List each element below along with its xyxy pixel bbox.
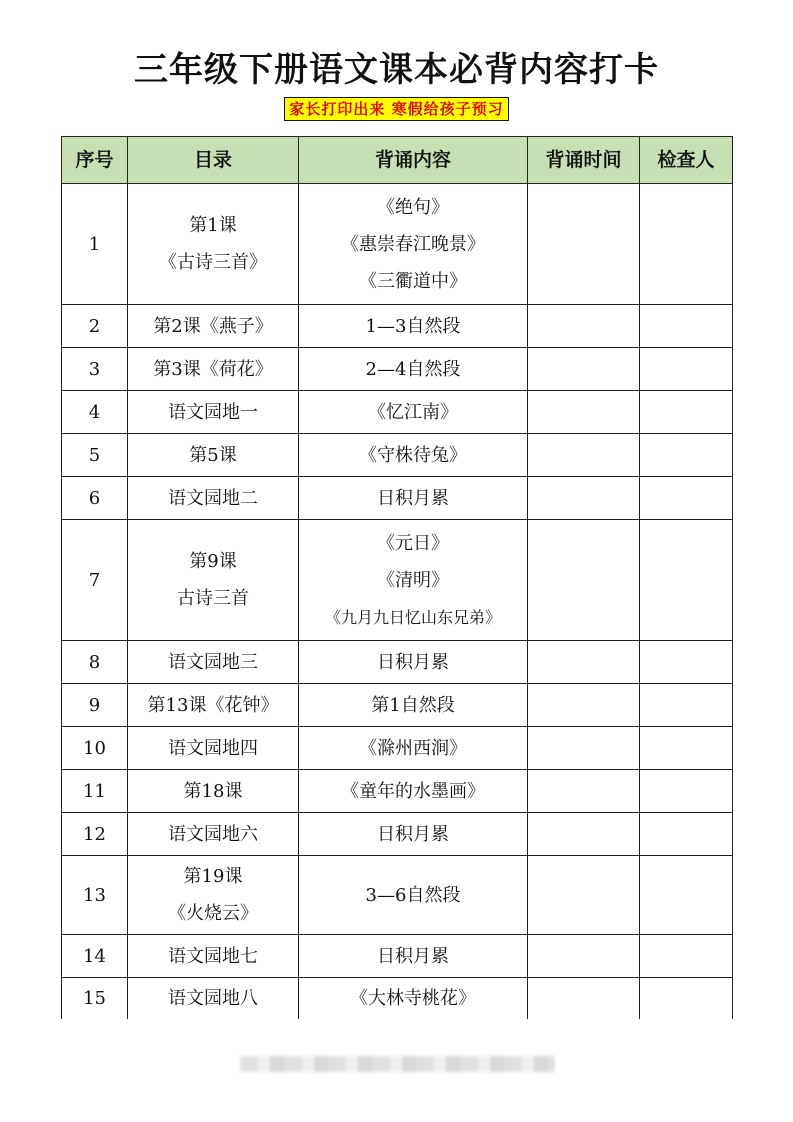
row-content	[299, 856, 528, 935]
row-time-cell[interactable]	[528, 641, 640, 684]
checkin-table	[61, 136, 733, 1019]
row-catalog	[128, 684, 299, 727]
row-no: 11	[62, 770, 128, 813]
content-line: 2—4自然段	[365, 358, 461, 380]
table-row	[62, 727, 733, 770]
table-row	[62, 641, 733, 684]
row-no: 15	[62, 978, 128, 1020]
row-no: 6	[62, 477, 128, 520]
row-no: 9	[62, 684, 128, 727]
row-content	[299, 477, 528, 520]
catalog-line: 第2课《燕子》	[153, 315, 273, 337]
catalog-line: 语文园地一	[168, 401, 258, 423]
header-catalog: 目录	[128, 137, 299, 184]
table-row	[62, 348, 733, 391]
header-no: 序号	[62, 137, 128, 184]
row-catalog	[128, 184, 299, 305]
row-checker-cell[interactable]	[640, 813, 733, 856]
notice-banner: 家长打印出来 寒假给孩子预习	[284, 97, 508, 121]
catalog-line: 第9课	[189, 551, 237, 572]
content-line: 《惠崇春江晚景》	[341, 233, 485, 255]
row-no: 2	[62, 305, 128, 348]
row-time-cell[interactable]	[528, 391, 640, 434]
table-row	[62, 434, 733, 477]
row-content	[299, 391, 528, 434]
row-no: 7	[62, 520, 128, 641]
row-time-cell[interactable]	[528, 184, 640, 305]
row-checker-cell[interactable]	[640, 434, 733, 477]
row-no: 13	[62, 856, 128, 935]
row-content	[299, 813, 528, 856]
table-row	[62, 305, 733, 348]
content-line: 《大林寺桃花》	[350, 988, 476, 1009]
content-line: 《童年的水墨画》	[341, 780, 485, 802]
row-checker-cell[interactable]	[640, 935, 733, 978]
catalog-line: 语文园地二	[168, 487, 258, 509]
row-no: 5	[62, 434, 128, 477]
table-row	[62, 856, 733, 935]
content-line: 日积月累	[377, 945, 449, 967]
catalog-line: 古诗三首	[177, 588, 249, 609]
row-content	[299, 684, 528, 727]
row-no: 1	[62, 184, 128, 305]
table-row	[62, 770, 733, 813]
row-no: 12	[62, 813, 128, 856]
row-time-cell[interactable]	[528, 727, 640, 770]
catalog-line: 第3课《荷花》	[153, 358, 273, 380]
content-line: 《三衢道中》	[359, 270, 467, 292]
row-catalog	[128, 305, 299, 348]
content-line: 《滁州西涧》	[359, 737, 467, 759]
row-catalog	[128, 641, 299, 684]
row-time-cell[interactable]	[528, 348, 640, 391]
table-body	[62, 184, 733, 1020]
row-checker-cell[interactable]	[640, 684, 733, 727]
row-content	[299, 727, 528, 770]
row-time-cell[interactable]	[528, 978, 640, 1020]
table-row	[62, 813, 733, 856]
row-content	[299, 184, 528, 305]
row-checker-cell[interactable]	[640, 978, 733, 1020]
row-content	[299, 520, 528, 641]
table-row	[62, 184, 733, 305]
row-content	[299, 641, 528, 684]
row-catalog	[128, 813, 299, 856]
row-content	[299, 770, 528, 813]
row-time-cell[interactable]	[528, 935, 640, 978]
content-line: 《元日》	[377, 532, 449, 554]
blurred-watermark	[240, 1056, 555, 1072]
catalog-line: 第13课《花钟》	[147, 694, 279, 716]
table-row	[62, 520, 733, 641]
row-time-cell[interactable]	[528, 856, 640, 935]
row-content	[299, 305, 528, 348]
page-title: 三年级下册语文课本必背内容打卡	[134, 50, 659, 90]
row-catalog	[128, 477, 299, 520]
table-row	[62, 978, 733, 1020]
catalog-line: 第5课	[189, 444, 237, 466]
row-no: 10	[62, 727, 128, 770]
table-row	[62, 935, 733, 978]
row-content	[299, 434, 528, 477]
content-line: 3—6自然段	[365, 884, 461, 906]
content-line: 《守株待兔》	[359, 444, 467, 466]
header-time: 背诵时间	[528, 137, 640, 184]
row-catalog	[128, 935, 299, 978]
row-checker-cell[interactable]	[640, 520, 733, 641]
content-line: 日积月累	[377, 651, 449, 673]
catalog-line: 《古诗三首》	[159, 252, 267, 273]
content-line: 日积月累	[377, 823, 449, 845]
row-catalog	[128, 770, 299, 813]
row-checker-cell[interactable]	[640, 727, 733, 770]
row-checker-cell[interactable]	[640, 305, 733, 348]
row-content	[299, 935, 528, 978]
header-checker: 检查人	[640, 137, 733, 184]
row-time-cell[interactable]	[528, 434, 640, 477]
content-line: 《忆江南》	[368, 401, 458, 423]
table-row	[62, 684, 733, 727]
content-line: 日积月累	[377, 487, 449, 509]
content-line: 1—3自然段	[365, 315, 461, 337]
row-content	[299, 978, 528, 1020]
row-no: 8	[62, 641, 128, 684]
row-no: 3	[62, 348, 128, 391]
banner-wrapper	[0, 97, 793, 121]
row-catalog	[128, 348, 299, 391]
header-content: 背诵内容	[299, 137, 528, 184]
row-no: 14	[62, 935, 128, 978]
catalog-line: 语文园地四	[168, 737, 258, 759]
row-catalog	[128, 391, 299, 434]
catalog-line: 语文园地七	[168, 945, 258, 967]
row-checker-cell[interactable]	[640, 641, 733, 684]
content-line: 《绝句》	[377, 196, 449, 218]
row-checker-cell[interactable]	[640, 770, 733, 813]
catalog-line: 语文园地六	[168, 823, 258, 845]
row-content	[299, 348, 528, 391]
catalog-line: 第18课	[183, 780, 243, 802]
content-line: 《九月九日忆山东兄弟》	[324, 607, 501, 627]
table-row	[62, 477, 733, 520]
row-time-cell[interactable]	[528, 305, 640, 348]
catalog-line: 语文园地三	[168, 651, 258, 673]
row-catalog	[128, 434, 299, 477]
row-time-cell[interactable]	[528, 520, 640, 641]
row-checker-cell[interactable]	[640, 477, 733, 520]
row-catalog	[128, 727, 299, 770]
row-checker-cell[interactable]	[640, 184, 733, 305]
catalog-line: 语文园地八	[168, 988, 258, 1009]
row-time-cell[interactable]	[528, 813, 640, 856]
table-row	[62, 391, 733, 434]
catalog-line: 《火烧云》	[168, 903, 258, 924]
row-catalog	[128, 856, 299, 935]
row-catalog	[128, 520, 299, 641]
row-checker-cell[interactable]	[640, 856, 733, 935]
row-no: 4	[62, 391, 128, 434]
catalog-line: 第1课	[189, 215, 237, 236]
row-checker-cell[interactable]	[640, 391, 733, 434]
content-line: 第1自然段	[371, 694, 455, 716]
row-time-cell[interactable]	[528, 770, 640, 813]
row-checker-cell[interactable]	[640, 348, 733, 391]
catalog-line: 第19课	[183, 866, 243, 887]
content-line: 《清明》	[377, 569, 449, 591]
row-time-cell[interactable]	[528, 684, 640, 727]
row-time-cell[interactable]	[528, 477, 640, 520]
row-catalog	[128, 978, 299, 1020]
table-header-row	[62, 137, 733, 184]
